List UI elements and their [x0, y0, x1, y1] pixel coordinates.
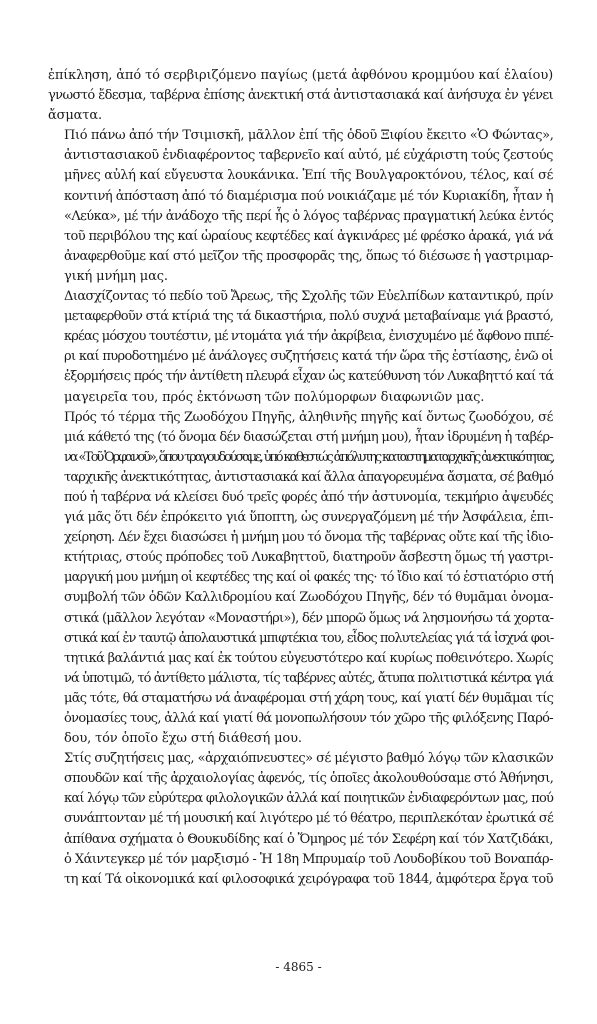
text-line: Πιό πάνω ἀπό τήν Τσιμισκῆ, μᾶλλον ἐπί τῆς ὁδοῦ Ξιφίου ἔκειτο «Ὁ Φώντας»,: [64, 128, 554, 144]
text-line: ὀνομασίες τους, ἀλλά καί γιατί θά μονοπωλήσουν τόν χῶρο τῆς φιλόξενης Παρό-: [64, 711, 553, 726]
paragraph-4: [48, 408, 553, 750]
paragraph-5: [48, 749, 553, 890]
text-line: ἀπίθανα σχήματα ὁ Θουκυδίδης καί ὁ Ὅμηρος μέ τόν Σεφέρη καί τόν Χατζιδάκι,: [64, 831, 553, 847]
text-line: καί λόγῳ τῶν εὐρύτερα φιλολογικῶν ἀλλά καί ποιητικῶν ἐνδιαφερόντων μας, πού: [64, 791, 554, 807]
text-line: Πρός τό τέρμα τῆς Ζωοδόχου Πηγῆς, ἀληθινῆς πηγῆς καί ὄντως ζωοδόχου, σέ: [64, 409, 553, 425]
text-line: να «Τοῦ Ὀρφανοῦ», ὅπου τραγουδούσαμε, ὑπό καθεστώς ἀπόλυτης καταστηματαρχικῆς ἀνεκτικότητας,: [64, 449, 554, 465]
text-line: μαγειρεῖα του, πρός ἐκτόνωση τῶν πολύμορφων διαφωνιῶν μας.: [64, 389, 485, 405]
text-line: πού ἡ ταβέρνα νά κλείσει δυό τρεῖς φορές ἀπό τήν ἀστυνομία, τεκμήριο ἀψευδές: [64, 489, 553, 505]
text-line: νά ὑποτιμῶ, τό ἀντίθετο μάλιστα, τίς ταβέρνες αὐτές, ἄτυπα πολιτιστικά κέντρα γιά: [64, 670, 553, 686]
text-line: κτήτριας, στούς πρόποδες τοῦ Λυκαβηττοῦ, διατηροῦν ἄσβεστη ὅμως τή γαστρι-: [64, 550, 553, 566]
text-line: «Λεύκα», μέ τήν ἀνάδοχο τῆς περί ἧς ὁ λόγος ταβέρνας πραγματική λεύκα ἐντός: [64, 208, 554, 224]
text-line: μᾶς τότε, θά σταματήσω νά ἀναφέρομαι στή χάρη τους, καί γιατί δέν θυμᾶμαι τίς: [64, 690, 554, 706]
text-line: στικά (μᾶλλον λεγόταν «Μοναστήρι»), δέν μπορῶ ὅμως νά λησμονήσω τά χορτα-: [64, 610, 554, 626]
text-line: γιά μᾶς ὅτι δέν ἐπρόκειτο γιά ὕποπτη, ὡς συνεργαζόμενη μέ τήν Ἀσφάλεια, ἐπι-: [64, 510, 553, 526]
text-line: μαργική μου μνήμη οἱ κεφτέδες της καί οἱ φακές της· τό ἴδιο καί τό ἑστιατόριο στή: [64, 570, 553, 586]
paragraph-3: [48, 287, 553, 408]
text-line: δου, τόν ὁποῖο ἔχω στή διάθεσή μου.: [64, 731, 302, 747]
text-line: γνωστό ἔδεσμα, ταβέρνα ἐπίσης ἀνεκτική στά ἀντιστασιακά καί ἀνήσυχα ἐν γένει: [48, 88, 554, 104]
text-line: συμβολή τῶν ὁδῶν Καλλιδρομίου καί Ζωοδόχου Πηγῆς, δέν τό θυμᾶμαι ὀνομα-: [64, 590, 553, 606]
text-line: μιά κάθετό της (τό ὄνομα δέν διασώζεται στή μνήμη μου), ἦταν ἱδρυμένη ἡ ταβέρ-: [64, 429, 554, 445]
text-line: χείρηση. Δέν ἔχει διασώσει ἡ μνήμη μου τό ὄνομα τῆς ταβέρνας οὔτε καί τῆς ἰδιο-: [64, 530, 553, 546]
text-line: τητικά βαλάντιά μας καί ἐκ τούτου εὐγευστότερο καί κυρίως ποθεινότερο. Χωρίς: [64, 650, 553, 666]
text-line: συνάπτονταν μέ τή μουσική καί λιγότερο μέ τό θέατρο, περιπλεκόταν ἐρωτικά σέ: [64, 811, 554, 827]
paragraph-1: [48, 66, 553, 126]
text-line: κρέας μόσχου τουτέστιν, μέ ντομάτα γιά τήν ἀκρίβεια, ἐνισχυμένο μέ ἄφθονο πιπέ-: [64, 329, 554, 345]
text-line: ὁ Χάιντεγκερ μέ τόν μαρξισμό - Ἡ 18η Μπρυμαίρ τοῦ Λουδοβίκου τοῦ Βοναπάρ-: [64, 851, 553, 867]
text-line: κοντινή ἀπόσταση ἀπό τό διαμέρισμα πού νοικιάζαμε μέ τόν Κυριακίδη, ἦταν ἡ: [64, 188, 553, 204]
text-line: ἀντιστασιακοῦ ἐνδιαφέροντος ταβερνεῖο καί αὐτό, μέ εὐχάριστη τούς ζεστούς: [64, 148, 554, 164]
text-line: ἐξορμήσεις πρός τήν ἀντίθετη πλευρά εἶχαν ὡς κατεύθυνση τόν Λυκαβηττό καί τά: [64, 369, 554, 385]
body-text: [48, 66, 553, 890]
text-line: μῆνες αὐλή καί εὔγευστα λουκάνικα. Ἐπί τῆς Βουλγαροκτόνου, τέλος, καί σέ: [64, 168, 553, 184]
text-line: Στίς συζητήσεις μας, «ἀρχαιόπνευστες» σέ μέγιστο βαθμό λόγῳ τῶν κλασικῶν: [64, 751, 554, 767]
text-line: μεταφερθοῦν στά κτίριά της τά δικαστήρια, πολύ συχνά μεταβαίναμε γιά βραστό,: [64, 309, 554, 325]
text-line: γική μνήμη μας.: [64, 268, 168, 284]
text-line: στικά καί ἐν ταυτῷ ἀπολαυστικά μπιφτέκια του, εἶδος πολυτελείας γιά τά ἰσχνά φοι-: [64, 630, 554, 646]
paragraph-2: [48, 126, 553, 287]
text-line: σπουδῶν καί τῆς ἀρχαιολογίας ἀφενός, τίς ὁποῖες ἀκολουθούσαμε στό Ἀθήνησι,: [64, 771, 554, 787]
text-line: τη καί Τά οἰκονομικά καί φιλοσοφικά χειρόγραφα τοῦ 1844, ἀμφότερα ἔργα τοῦ: [64, 871, 553, 887]
text-line: τοῦ περιβόλου της καί ὡραίους κεφτέδες καί ἀγκινάρες μέ φρέσκο ἀρακά, γιά νά: [64, 228, 553, 244]
page-number: - 4865 -: [275, 960, 322, 974]
text-line: ταρχικῆς ἀνεκτικότητας, ἀντιστασιακά καί ἄλλα ἀπαγορευμένα ἄσματα, σέ βαθμό: [64, 469, 554, 485]
text-line: ἀναφερθοῦμε καί στό μεῖζον τῆς προσφορᾶς της, ὅπως τό διέσωσε ἡ γαστριμαρ-: [64, 248, 553, 264]
text-line: Διασχίζοντας τό πεδίο τοῦ Ἄρεως, τῆς Σχολῆς τῶν Εὐελπίδων καταντικρύ, πρίν: [64, 289, 553, 305]
text-line: ἐπίκληση, ἀπό τό σερβιριζόμενο παγίως (μετά ἀφθόνου κρομμύου καί ἐλαίου): [48, 68, 553, 83]
text-line: ἄσματα.: [48, 108, 102, 124]
text-line: ρι καί πυροδοτημένο μέ ἀνάλογες συζητήσεις κατά τήν ὥρα τῆς ἑστίασης, ἐνῶ οἱ: [64, 349, 553, 365]
